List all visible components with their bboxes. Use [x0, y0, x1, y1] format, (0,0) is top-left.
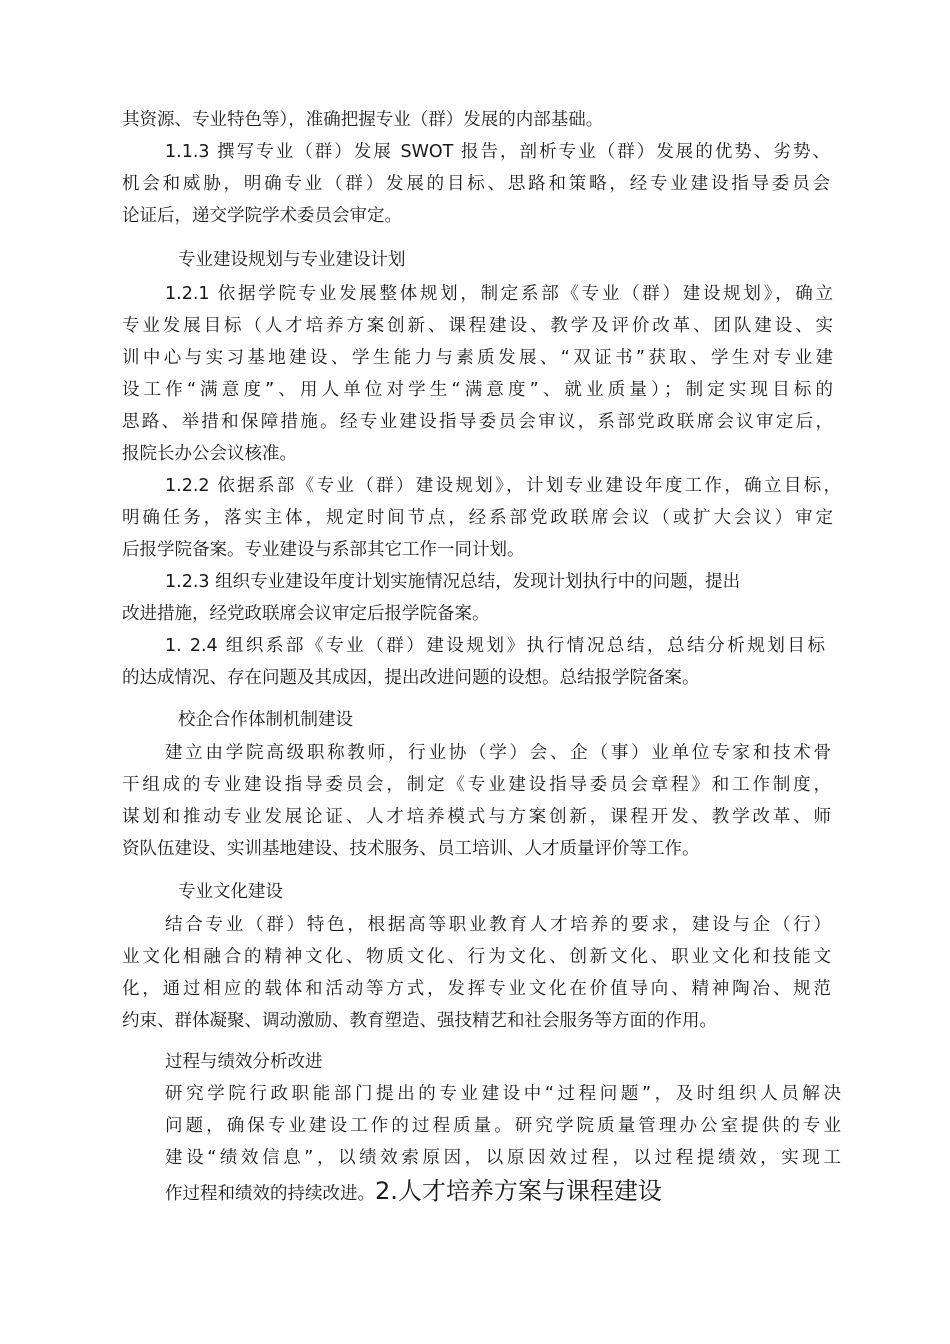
section-heading: 过程与绩效分析改进	[165, 1052, 323, 1072]
text-line: 1.2.1 依据学院专业发展整体规划，制定系部《专业（群）建设规划》，确立	[165, 284, 833, 304]
text-line: 结合专业（群）特色，根据高等职业教育人才培养的要求，建设与企（行）	[165, 915, 831, 935]
text-line: 报院长办公会议核准。	[122, 444, 297, 464]
text-line: 研究学院行政职能部门提出的专业建设中“过程问题”，及时组织人员解决	[165, 1084, 841, 1104]
text-line: 训中心与实习基地建设、学生能力与素质发展、“双证书”获取、学生对专业建	[122, 348, 833, 368]
text-line: 改进措施，经党政联席会议审定后报学院备案。	[122, 604, 490, 624]
text-line: 1.2.2 依据系部《专业（群）建设规划》，计划专业建设年度工作，确立目标，	[165, 476, 841, 496]
text-line: 建立由学院高级职称教师，行业协（学）会、企（事）业单位专家和技术骨	[165, 743, 831, 763]
text-line: 1. 2.4 组织系部《专业（群）建设规划》执行情况总结，总结分析规划目标	[165, 636, 825, 656]
text-line: 资队伍建设、实训基地建设、技术服务、员工培训、人才质量评价等工作。	[122, 839, 700, 859]
text-line: 论证后，递交学院学术委员会审定。	[122, 206, 402, 226]
text-line: 约束、群体凝聚、调动激励、教育塑造、强技精艺和社会服务等方面的作用。	[122, 1011, 717, 1031]
text-line: 思路、举措和保障措施。经专业建设指导委员会审议，系部党政联席会议审定后，	[122, 412, 833, 432]
text-line: 作过程和绩效的持续改进。	[165, 1184, 375, 1204]
text-line: 明确任务，落实主体，规定时间节点，经系部党政联席会议（或扩大会议）审定	[122, 508, 833, 528]
text-line: 后报学院备案。专业建设与系部其它工作一同计划。	[122, 540, 525, 560]
text-line: 专业发展目标（人才培养方案创新、课程建设、教学及评价改革、团队建设、实	[122, 316, 833, 336]
text-line: 1.1.3 撰写专业（群）发展 SWOT 报告，剖析专业（群）发展的优势、劣势、	[165, 142, 830, 162]
section-heading: 专业建设规划与专业建设计划	[178, 250, 406, 270]
text-line: 业文化相融合的精神文化、物质文化、行为文化、创新文化、职业文化和技能文	[122, 947, 831, 967]
text-line: 建设“绩效信息”，以绩效索原因，以原因效过程，以过程提绩效，实现工	[165, 1148, 841, 1168]
text-line: 1.2.3 组织专业建设年度计划实施情况总结，发现计划执行中的问题，提出	[165, 572, 741, 592]
text-line: 化，通过相应的载体和活动等方式，发挥专业文化在价值导向、精神陶冶、规范	[122, 979, 831, 999]
text-line: 谋划和推动专业发展论证、人才培养模式与方案创新，课程开发、教学改革、师	[122, 807, 831, 827]
text-line: 其资源、专业特色等），准确把握专业（群）发展的内部基础。	[122, 110, 604, 130]
text-line-with-heading	[165, 1176, 662, 1206]
text-line: 的达成情况、存在问题及其成因，提出改进问题的设想。总结报学院备案。	[122, 668, 700, 688]
section-heading: 专业文化建设	[178, 882, 283, 902]
text-line: 问题，确保专业建设工作的过程质量。研究学院质量管理办公室提供的专业	[165, 1116, 841, 1136]
text-line: 干组成的专业建设指导委员会，制定《专业建设指导委员会章程》和工作制度，	[122, 775, 831, 795]
text-line: 机会和威胁，明确专业（群）发展的目标、思路和策略，经专业建设指导委员会	[122, 174, 830, 194]
chapter-heading: 2.人才培养方案与课程建设	[375, 1177, 662, 1205]
section-heading: 校企合作体制机制建设	[178, 710, 353, 730]
text-line: 设工作“满意度”、用人单位对学生“满意度”、就业质量）；制定实现目标的	[122, 380, 833, 400]
